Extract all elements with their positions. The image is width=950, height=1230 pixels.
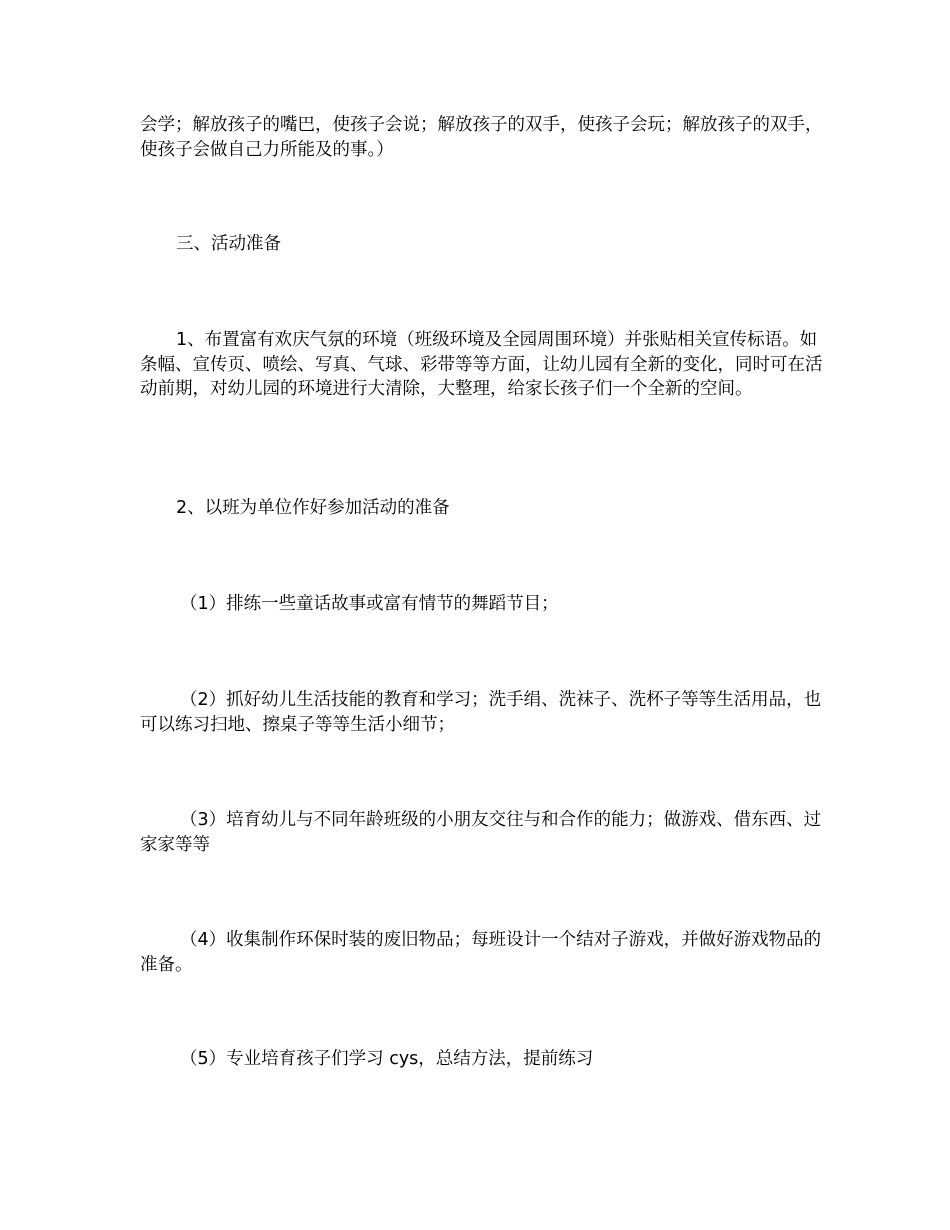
paragraph-subitem-2: （2）抓好幼儿生活技能的教育和学习；洗手绢、洗袜子、洗杯子等等生活用品，也可以练习扫地、擦桌子等等生活小细节；	[140, 690, 822, 735]
paragraph-intro-continuation: 会学；解放孩子的嘴巴，使孩子会说；解放孩子的双手，使孩子会玩；解放孩子的双手，使孩子会做自己力所能及的事。）	[140, 115, 823, 160]
paragraph-subitem-5: （5）专业培育孩子们学习 cys，总结方法，提前练习	[180, 1049, 594, 1069]
section-heading-activity-preparation: 三、活动准备	[176, 234, 281, 254]
paragraph-item-2: 2、以班为单位作好参加活动的准备	[176, 498, 450, 518]
paragraph-subitem-1: （1）排练一些童话故事或富有情节的舞蹈节目；	[180, 594, 559, 614]
paragraph-subitem-3: （3）培育幼儿与不同年龄班级的小朋友交往与和合作的能力；做游戏、借东西、过家家等等	[140, 810, 822, 855]
paragraph-subitem-4: （4）收集制作环保时装的废旧物品；每班设计一个结对子游戏，并做好游戏物品的准备。	[140, 930, 822, 975]
paragraph-item-1: 1、布置富有欢庆气氛的环境（班级环境及全园周围环境）并张贴相关宣传标语。如条幅、宣传页、喷绘、写真、气球、彩带等等方面，让幼儿园有全新的变化，同时可在活动前期，对幼儿园的环境进行大清除，大整理，给家长孩子们一个全新的空间。	[140, 330, 823, 399]
